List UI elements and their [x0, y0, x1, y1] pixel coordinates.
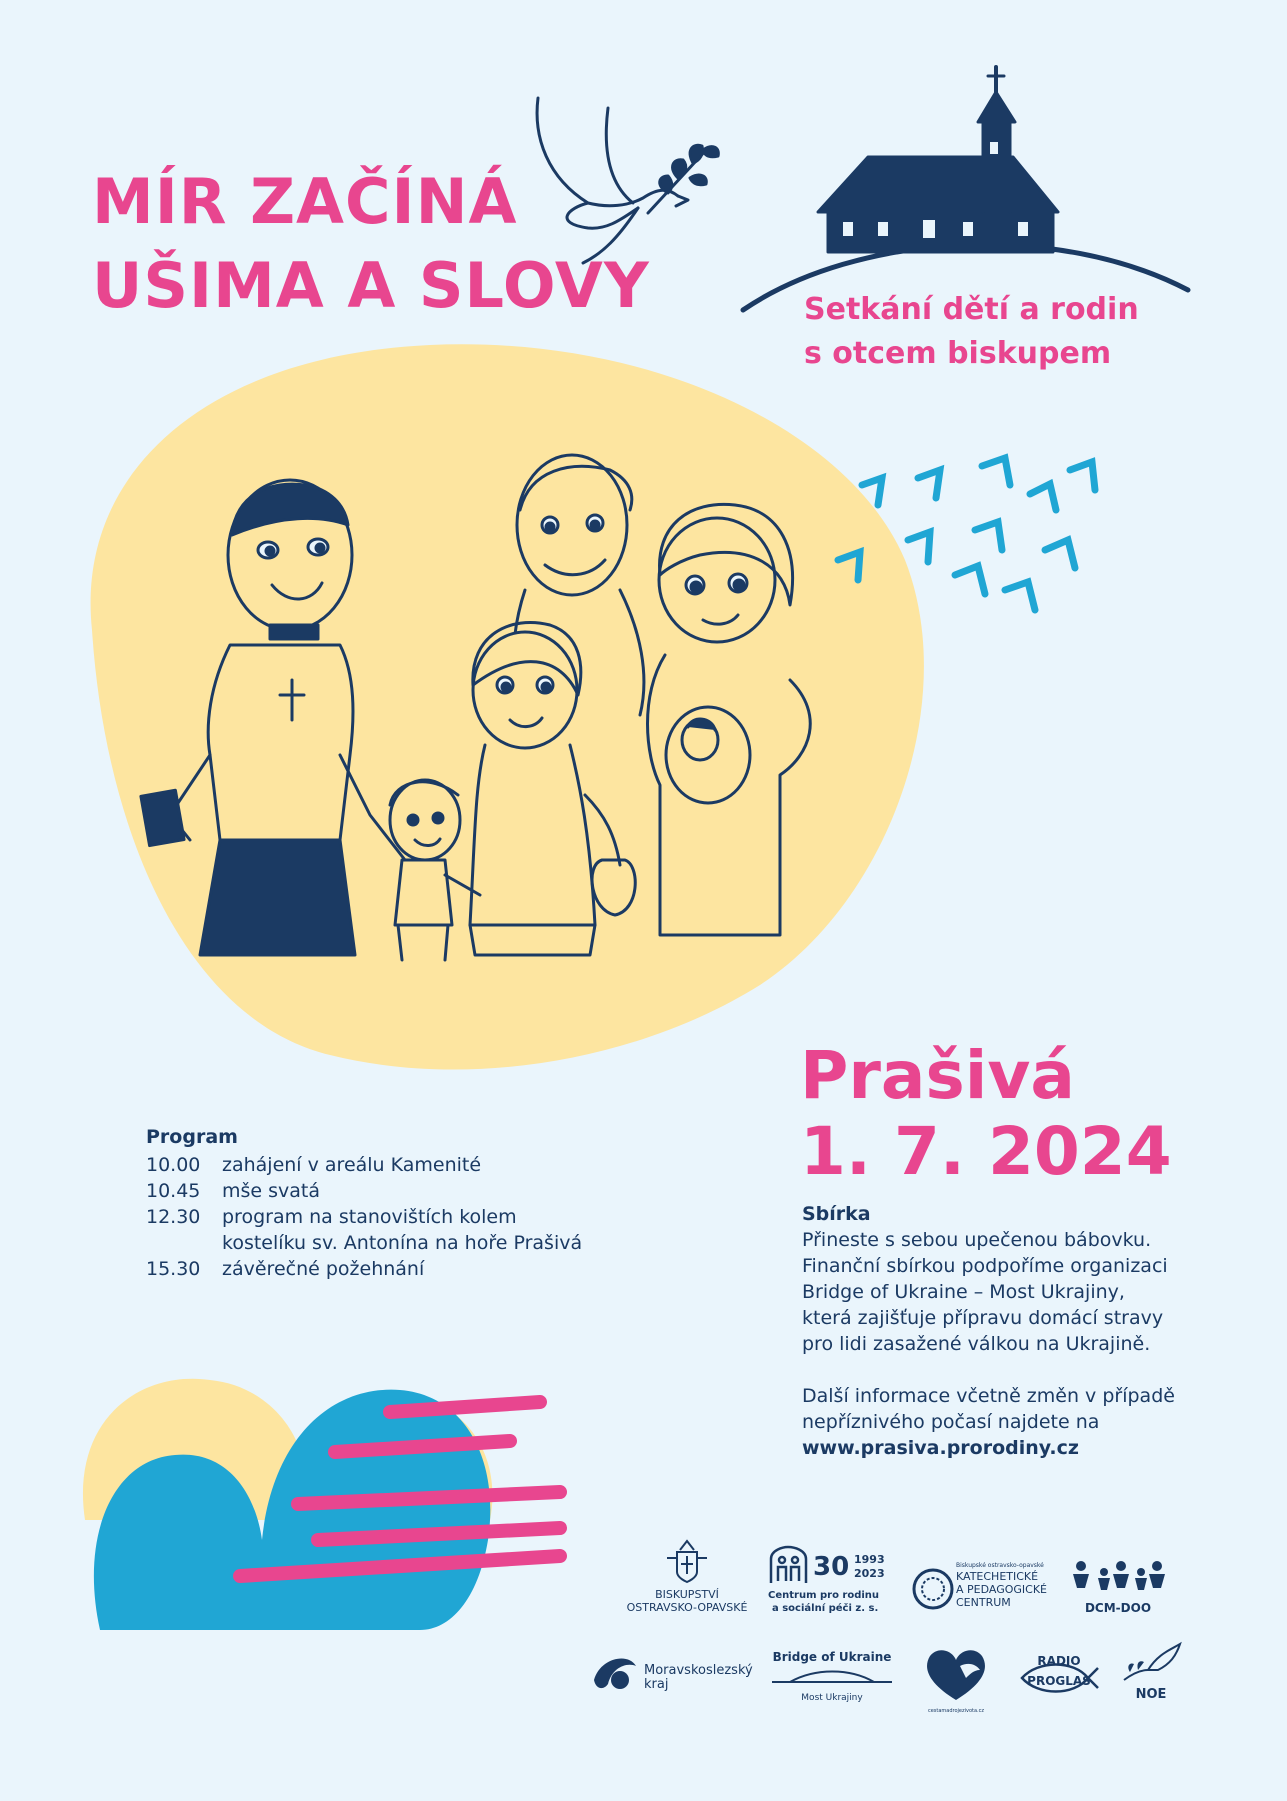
- collection-line: pro lidi zasažené válkou na Ukrajině.: [802, 1333, 1151, 1355]
- church-icon: [738, 62, 1193, 317]
- logo-cesta: [920, 1644, 992, 1714]
- tagline-line-2: s otcem biskupem: [804, 336, 1112, 371]
- collection-line: která zajišťuje přípravu domácí stravy: [802, 1307, 1164, 1329]
- program-time: 10.45: [146, 1180, 201, 1202]
- family-illustration: [140, 455, 840, 975]
- event-date: 1. 7. 2024: [800, 1113, 1172, 1190]
- logo-msk-line1: Moravskoslezský: [644, 1663, 753, 1678]
- logo-bridge-line2: Most Ukrajiny: [801, 1693, 863, 1703]
- logo-cesta-label: cestamadrojezivota.cz: [927, 1708, 985, 1714]
- logo-centrum-number: 30: [813, 1552, 850, 1582]
- region-emblem-icon: [590, 1650, 640, 1696]
- headline-line-1: MÍR ZAČÍNÁ: [92, 165, 518, 238]
- logo-kpc-line1: KATECHETICKÉ: [956, 1570, 1039, 1583]
- logo-centrum-line2: a sociální péči z. s.: [772, 1603, 879, 1614]
- info-line: nepříznivého počasí najdete na: [802, 1411, 1100, 1433]
- logo-biskupstvi-line2: OSTRAVSKO-OPAVSKÉ: [626, 1601, 748, 1614]
- program-item: [146, 1152, 706, 1178]
- program-time: 12.30: [146, 1206, 201, 1228]
- logo-bridge-line1: Bridge of Ukraine: [772, 1650, 892, 1664]
- collection-section: [802, 1201, 1202, 1461]
- collection-title: Sbírka: [802, 1203, 871, 1225]
- tagline-line-1: Setkání dětí a rodin: [804, 292, 1139, 327]
- headline-line-2: UŠIMA A SLOVY: [92, 249, 650, 322]
- program-section: [146, 1124, 706, 1282]
- logo-katecheticke-centrum: [912, 1562, 1052, 1609]
- logo-msk-line2: kraj: [644, 1677, 669, 1692]
- program-item: [146, 1256, 706, 1282]
- logo-dcm-doo: [1066, 1558, 1170, 1615]
- program-time: 15.30: [146, 1258, 201, 1280]
- tagline: [804, 288, 1139, 376]
- bridge-icon: [770, 1664, 894, 1688]
- dcm-figures-icon: [1071, 1558, 1165, 1598]
- logo-biskupstvi: [612, 1538, 762, 1614]
- logo-kpc-line3: CENTRUM: [956, 1596, 1011, 1609]
- event-headline: [800, 1038, 1172, 1190]
- logo-moravskoslezsky-kraj: [590, 1650, 753, 1692]
- logo-centrum-year1: 1993: [854, 1553, 885, 1566]
- logo-kpc-line2: A PEDAGOGICKÉ: [956, 1583, 1048, 1596]
- logo-centrum-pro-rodinu: [768, 1545, 886, 1615]
- program-item: [146, 1204, 706, 1256]
- event-place: Prašivá: [800, 1037, 1075, 1114]
- logo-radio-line1: RADIO: [1037, 1654, 1081, 1668]
- heart-dove-icon: [920, 1644, 992, 1704]
- program-text: program na stanovištích kolem: [222, 1206, 517, 1228]
- program-text: mše svatá: [222, 1180, 321, 1202]
- logo-centrum-year2: 2023: [854, 1567, 885, 1580]
- logo-biskupstvi-line1: BISKUPSTVÍ: [655, 1588, 719, 1601]
- logo-noe-label: NOE: [1135, 1687, 1167, 1702]
- coat-of-arms-icon: [662, 1538, 712, 1584]
- program-time: 10.00: [146, 1154, 201, 1176]
- logo-radio-proglas: [1018, 1650, 1100, 1694]
- program-title: Program: [146, 1126, 238, 1148]
- program-text: závěrečné požehnání: [222, 1258, 425, 1280]
- logo-noe: [1118, 1640, 1184, 1701]
- website-link[interactable]: www.prasiva.prorodiny.cz: [802, 1437, 1079, 1459]
- logo-kpc-small: Biskupské ostravsko-opavské: [956, 1562, 1044, 1569]
- collection-line: Přineste s sebou upečenou bábovku.: [802, 1229, 1152, 1251]
- collection-line: Bridge of Ukraine – Most Ukrajiny,: [802, 1281, 1125, 1303]
- program-text-continued: kostelíku sv. Antonína na hoře Prašivá: [222, 1232, 583, 1254]
- collection-line: Finanční sbírkou podpoříme organizaci: [802, 1255, 1168, 1277]
- logo-bridge-of-ukraine: [770, 1650, 894, 1705]
- kpc-emblem-icon: [912, 1568, 954, 1610]
- program-item: [146, 1178, 706, 1204]
- headline: [92, 160, 650, 328]
- info-line: Další informace včetně změn v případě: [802, 1385, 1175, 1407]
- logo-centrum-line1: Centrum pro rodinu: [768, 1590, 880, 1601]
- dove-branch-icon: [1118, 1640, 1184, 1684]
- program-text: zahájení v areálu Kamenité: [222, 1154, 482, 1176]
- family-house-icon: [768, 1545, 886, 1585]
- logo-dcm-label: DCM-DOO: [1084, 1601, 1152, 1615]
- logo-radio-line2: PROGLAS: [1027, 1674, 1091, 1688]
